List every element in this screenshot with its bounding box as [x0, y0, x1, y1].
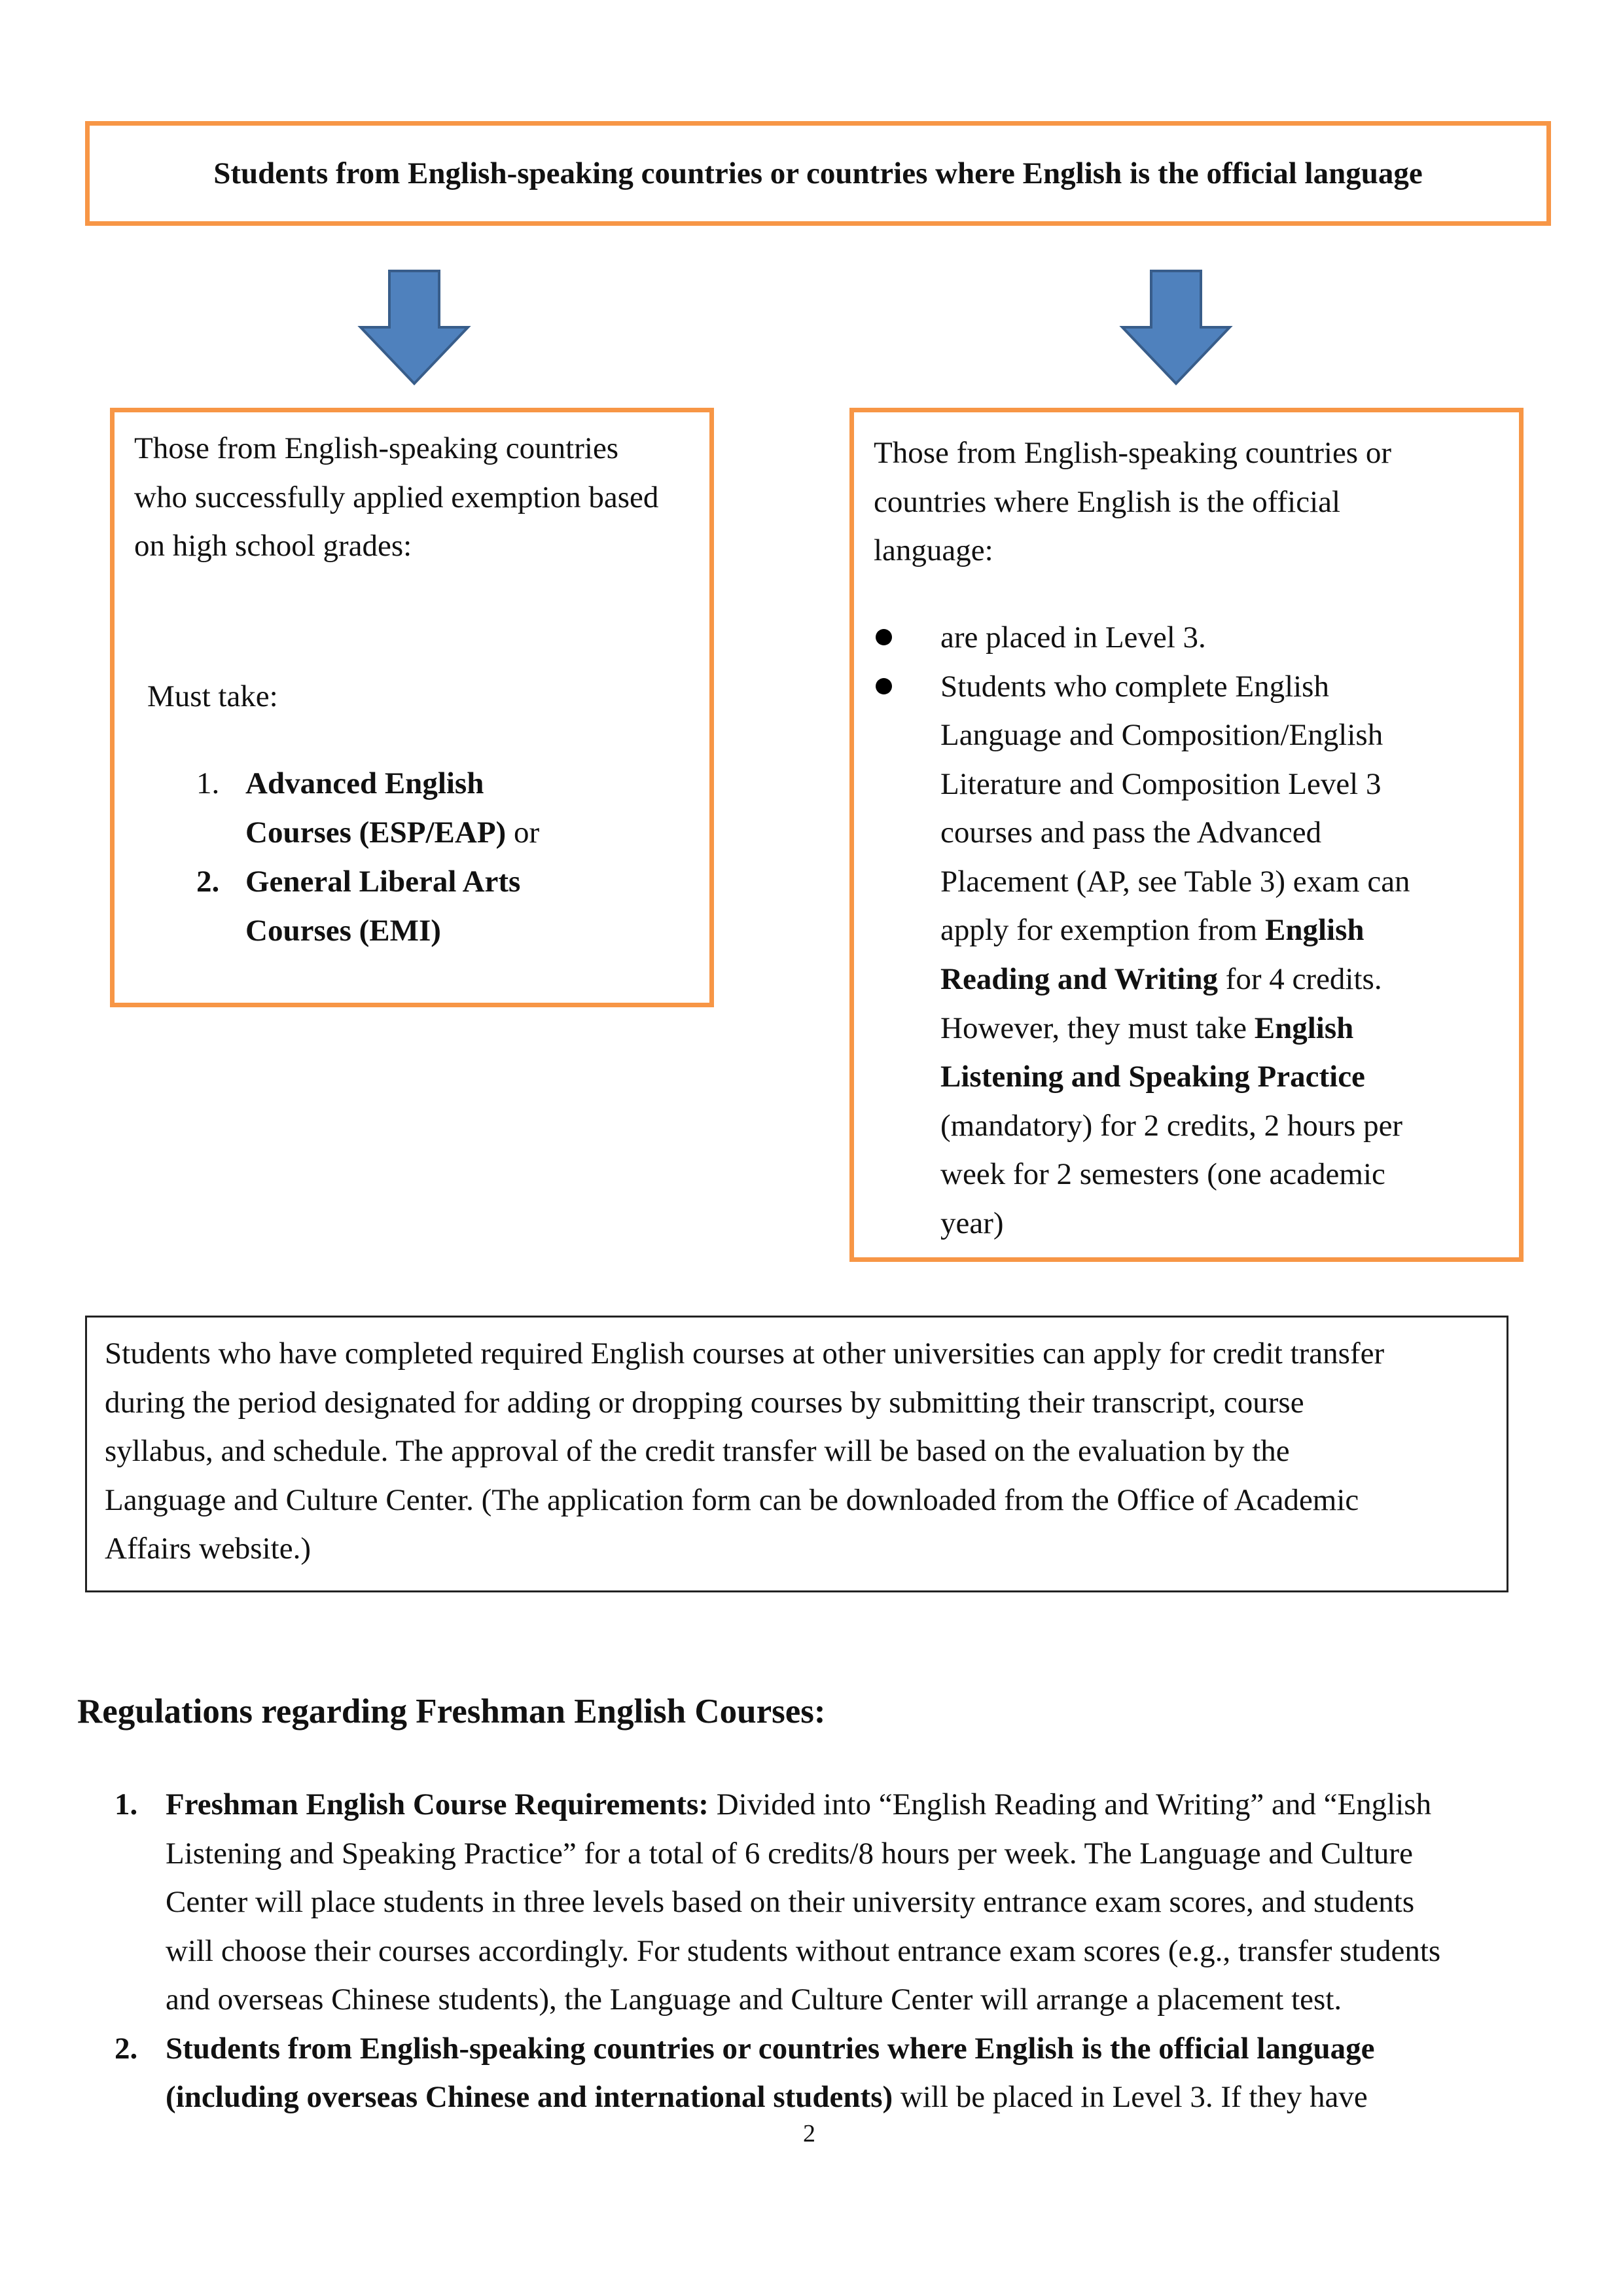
course-option-or: or [506, 816, 540, 850]
credit-transfer-line-4: Language and Culture Center. (The application form can be downloaded from the Office of Academic [105, 1483, 1359, 1517]
course-name-bold: Reading and Writing [940, 962, 1218, 996]
list-number: 2. [115, 2032, 138, 2066]
down-arrow-icon-left [355, 268, 473, 386]
exemption-bullet-line-3: Literature and Composition Level 3 [940, 767, 1382, 801]
regulation-1-text: Divided into “English Reading and Writing” and “English [708, 1787, 1432, 1821]
exemption-bullet-line-6 [940, 906, 1364, 955]
exemption-intro-line-3: on high school grades: [134, 529, 412, 563]
regulation-1-line-4: will choose their courses accordingly. For students without entrance exam scores (e.g., transfer students [166, 1934, 1441, 1968]
exemption-bullet-line-9: Listening and Speaking Practice [940, 1060, 1365, 1094]
down-arrow-icon-right [1117, 268, 1235, 386]
credit-transfer-line-5: Affairs website.) [105, 1532, 311, 1566]
page-number: 2 [803, 2120, 815, 2147]
list-number: 1. [115, 1787, 138, 1821]
exemption-bullet-line-8 [940, 1004, 1353, 1053]
exemption-bullet-line-11: week for 2 semesters (one academic [940, 1157, 1385, 1191]
regulation-1-line-3: Center will place students in three levels based on their university entrance exam scores, and students [166, 1885, 1415, 1919]
regulation-2-text: will be placed in Level 3. If they have [893, 2080, 1368, 2114]
exemption-bullet-line-2: Language and Composition/English [940, 718, 1383, 752]
course-option-advanced-line-2 [245, 808, 539, 857]
bullet-dot-icon [876, 629, 892, 645]
course-option-liberal-arts-line-1: General Liberal Arts [245, 865, 521, 899]
regulation-2-bold: (including overseas Chinese and international students) [166, 2080, 893, 2114]
english-speaking-intro-line-3: language: [874, 533, 993, 567]
english-speaking-intro-line-1: Those from English-speaking countries or [874, 436, 1391, 470]
must-take-label: Must take: [147, 679, 278, 713]
course-name-bold: English [1254, 1011, 1354, 1045]
regulation-2-line-2 [166, 2073, 1368, 2122]
exemption-text: apply for exemption from [940, 913, 1265, 947]
exemption-intro-line-2: who successfully applied exemption based [134, 480, 659, 514]
regulation-1-title: Freshman English Course Requirements: [166, 1787, 709, 1821]
list-number: 1. [196, 766, 220, 800]
exemption-bullet-line-10: (mandatory) for 2 credits, 2 hours per [940, 1109, 1403, 1143]
regulation-2-line-1: Students from English-speaking countries or countries where English is the official language [166, 2032, 1375, 2066]
placement-bullet: are placed in Level 3. [940, 620, 1206, 655]
exemption-bullet-line-5: Placement (AP, see Table 3) exam can [940, 865, 1410, 899]
course-option-liberal-arts-line-2: Courses (EMI) [245, 914, 441, 948]
list-number: 2. [196, 865, 220, 899]
credits-text: for 4 credits. [1218, 962, 1382, 996]
regulation-1-line-5: and overseas Chinese students), the Language and Culture Center will arrange a placement test. [166, 1982, 1342, 2017]
course-option-advanced-line-1: Advanced English [245, 766, 484, 800]
regulations-heading: Regulations regarding Freshman English Courses: [77, 1693, 826, 1731]
exemption-bullet-line-7 [940, 955, 1382, 1004]
credit-transfer-line-3: syllabus, and schedule. The approval of the credit transfer will be based on the evaluation by the [105, 1434, 1290, 1468]
credit-transfer-line-2: during the period designated for adding or dropping courses by submitting their transcript, course [105, 1386, 1304, 1420]
exemption-intro-line-1: Those from English-speaking countries [134, 431, 619, 465]
english-speaking-intro-line-2: countries where English is the official [874, 485, 1341, 519]
exemption-bullet-line-4: courses and pass the Advanced [940, 816, 1322, 850]
regulation-1-line-1 [166, 1780, 1431, 1829]
heading-box [85, 121, 1551, 226]
regulation-1-line-2: Listening and Speaking Practice” for a total of 6 credits/8 hours per week. The Language and Culture [166, 1837, 1413, 1871]
course-option-advanced-bold: Courses (ESP/EAP) [245, 816, 507, 850]
credit-transfer-line-1: Students who have completed required English courses at other universities can apply for credit transfer [105, 1336, 1385, 1371]
course-name-bold: English [1264, 913, 1364, 947]
exemption-bullet-line-1: Students who complete English [940, 670, 1329, 704]
heading-box-text: Students from English-speaking countries or countries where English is the official language [213, 156, 1423, 190]
exemption-bullet-line-12: year) [940, 1206, 1004, 1240]
however-text: However, they must take [940, 1011, 1255, 1045]
bullet-dot-icon [876, 678, 892, 694]
